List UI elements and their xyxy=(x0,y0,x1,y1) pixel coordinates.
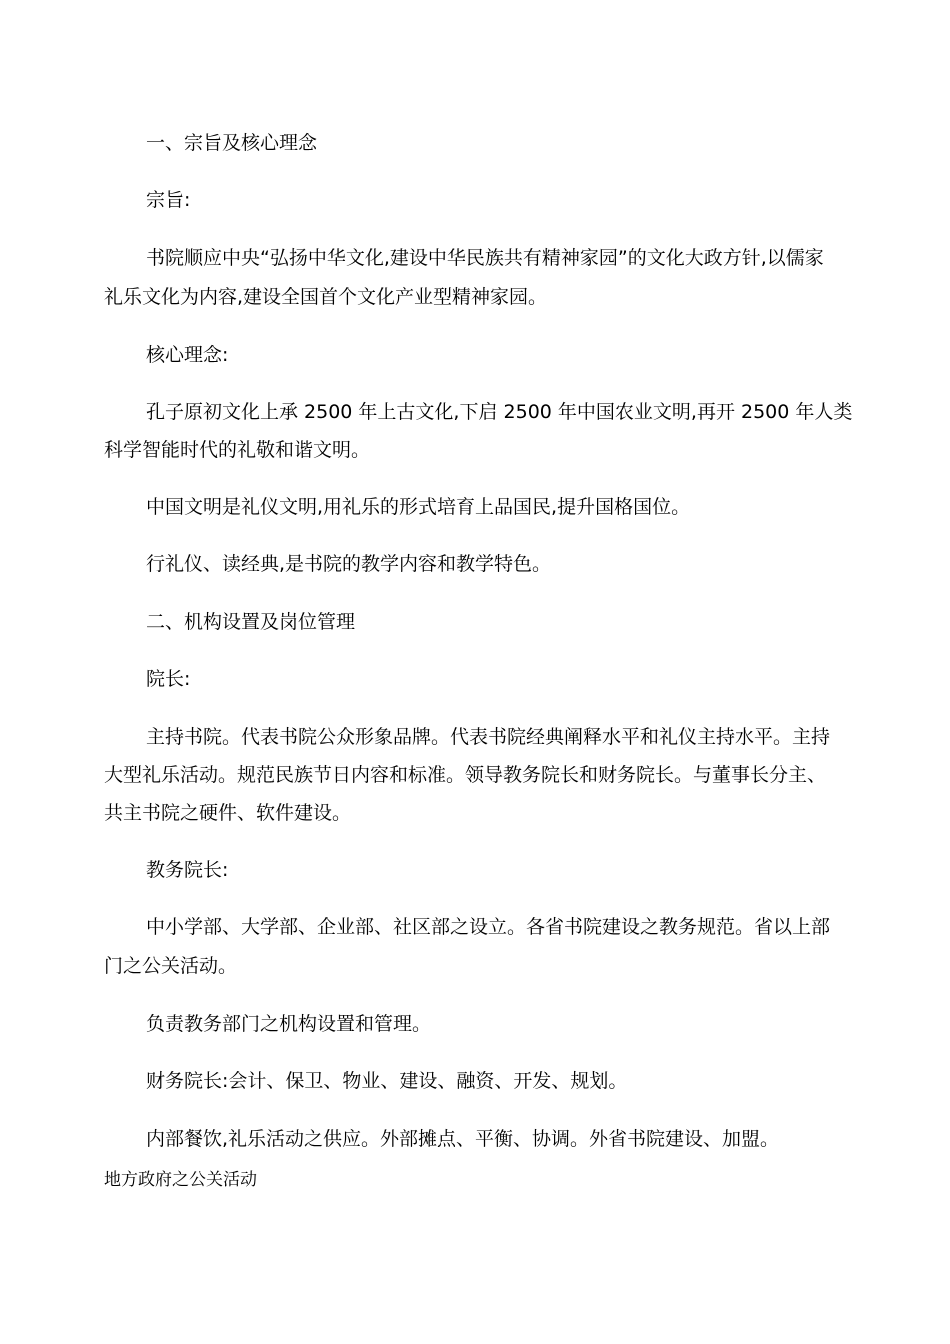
paragraph-president-line-1: 主持书院。代表书院公众形象品牌。代表书院经典阐释水平和礼仪主持水平。主持 xyxy=(146,726,831,748)
paragraph-core-line-1: 孔子原初文化上承 2500 年上古文化,下启 2500 年中国农业文明,再开 2500 年人类 xyxy=(146,401,853,423)
paragraph-finance-dean: 财务院长:会计、保卫、物业、建设、融资、开发、规划。 xyxy=(146,1070,628,1092)
paragraph-purpose-line-2: 礼乐文化为内容,建设全国首个文化产业型精神家园。 xyxy=(104,286,548,308)
paragraph-president-line-3: 共主书院之硬件、软件建设。 xyxy=(104,802,352,824)
subheading-purpose: 宗旨: xyxy=(146,189,191,211)
section-heading-organization: 二、机构设置及岗位管理 xyxy=(146,611,356,633)
paragraph-academic-management: 负责教务部门之机构设置和管理。 xyxy=(146,1013,432,1035)
paragraph-academic-line-2: 门之公关活动。 xyxy=(104,955,238,977)
paragraph-finance-duties: 内部餐饮,礼乐活动之供应。外部摊点、平衡、协调。外省书院建设、加盟。 xyxy=(146,1128,780,1150)
paragraph-civilization: 中国文明是礼仪文明,用礼乐的形式培育上品国民,提升国格国位。 xyxy=(146,496,691,518)
subheading-core-concept: 核心理念: xyxy=(146,344,229,366)
paragraph-academic-line-1: 中小学部、大学部、企业部、社区部之设立。各省书院建设之教务规范。省以上部 xyxy=(146,916,831,938)
subheading-academic-dean: 教务院长: xyxy=(146,859,229,881)
paragraph-teaching: 行礼仪、读经典,是书院的教学内容和教学特色。 xyxy=(146,553,552,575)
subheading-president: 院长: xyxy=(146,668,191,690)
paragraph-core-line-2: 科学智能时代的礼敬和谐文明。 xyxy=(104,439,371,461)
paragraph-president-line-2: 大型礼乐活动。规范民族节日内容和标准。领导教务院长和财务院长。与董事长分主、 xyxy=(104,764,827,786)
section-heading-purpose: 一、宗旨及核心理念 xyxy=(146,132,318,154)
paragraph-government-relations: 地方政府之公关活动 xyxy=(104,1170,257,1190)
paragraph-purpose-line-1: 书院顺应中央“弘扬中华文化,建设中华民族共有精神家园”的文化大政方针,以儒家 xyxy=(146,247,824,269)
